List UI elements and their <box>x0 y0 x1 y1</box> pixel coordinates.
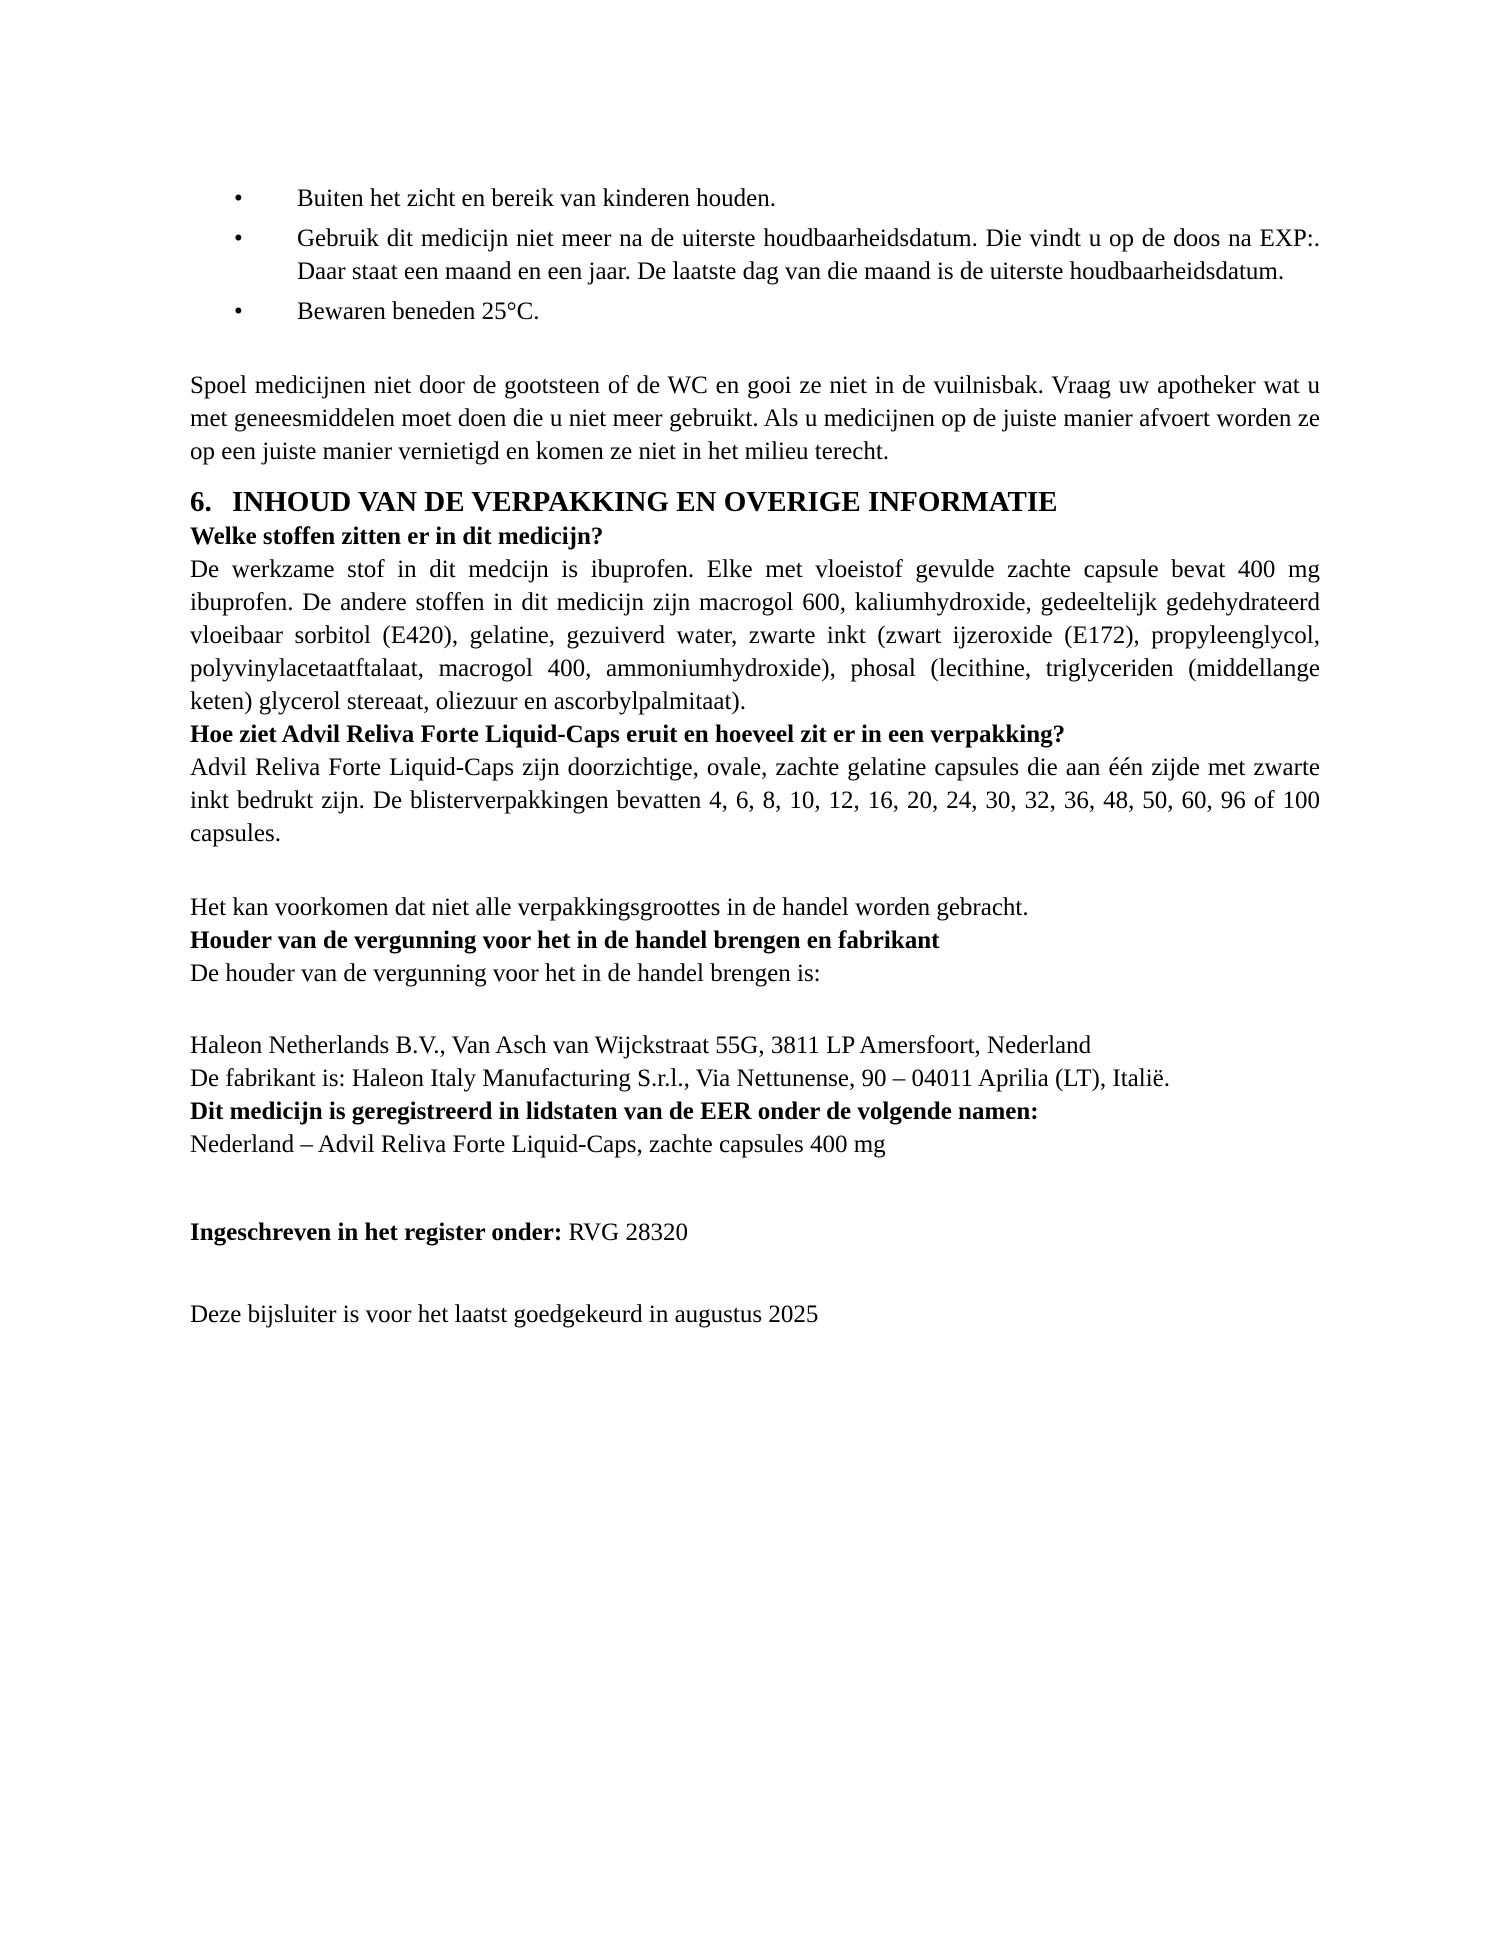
license-holder-address: Haleon Netherlands B.V., Van Asch van Wijckstraat 55G, 3811 LP Amersfoort, Nederland <box>190 1032 1092 1059</box>
composition-heading: Welke stoffen zitten er in dit medicijn? <box>190 523 604 550</box>
availability-note: Het kan voorkomen dat niet alle verpakkingsgroottes in de handel worden gebracht. <box>190 894 1029 921</box>
section-6-number: 6. <box>190 486 212 518</box>
section-6-heading <box>190 484 1320 520</box>
appearance-body: Advil Reliva Forte Liquid-Caps zijn doorzichtige, ovale, zachte gelatine capsules die aan één zijde met zwarte inkt bedrukt zijn. De blisterverpakkingen bevatten 4, 6, 8, 10, 12, 16, 20, 24, 30, 32, 36, 48, 50, 60, 96 of 100 capsules. <box>190 754 1320 847</box>
manufacturer-address: De fabrikant is: Haleon Italy Manufacturing S.r.l., Via Nettunense, 90 – 04011 Aprilia (LT), Italië. <box>190 1065 1170 1092</box>
register-number-value: RVG 28320 <box>562 1219 688 1246</box>
storage-bullet-expiry-date: • Gebruik dit medicijn niet meer na de uiterste houdbaarheidsdatum. Die vindt u op de doos na EXP:. Daar staat een maand en een jaar. De laatste dag van die maand is de uiterste houdbaarheidsdatum. <box>190 222 1320 288</box>
appearance-heading: Hoe ziet Advil Reliva Forte Liquid-Caps eruit en hoeveel zit er in een verpakking? <box>190 721 1066 748</box>
approval-date-line: Deze bijsluiter is voor het laatst goedgekeurd in augustus 2025 <box>190 1301 819 1328</box>
eer-registration-entry: Nederland – Advil Reliva Forte Liquid-Caps, zachte capsules 400 mg <box>190 1131 886 1158</box>
section-6-title: INHOUD VAN DE VERPAKKING EN OVERIGE INFORMATIE <box>232 486 1058 518</box>
register-number-label: Ingeschreven in het register onder: <box>190 1219 563 1246</box>
license-holder-intro: De houder van de vergunning voor het in de handel brengen is: <box>190 960 821 987</box>
register-number-line <box>190 1216 1320 1249</box>
storage-bullet-temperature: • Bewaren beneden 25°C. <box>190 295 1320 328</box>
composition-body: De werkzame stof in dit medcijn is ibuprofen. Elke met vloeistof gevulde zachte capsule bevat 400 mg ibuprofen. De andere stoffen in dit medicijn zijn macrogol 600, kaliumhydroxide, gedeeltelijk gedehydrateerd vloeibaar sorbitol (E420), gelatine, gezuiverd water, zwarte inkt (zwart ijzeroxide (E172), propyleenglycol, polyvinylacetaatftalaat, macrogol 400, ammoniumhydroxide), phosal (lecithine, triglyceriden (middellange keten) glycerol stereaat, oliezuur en ascorbylpalmitaat). <box>190 556 1320 715</box>
storage-instructions-list <box>190 182 1320 328</box>
disposal-paragraph: Spoel medicijnen niet door de gootsteen of de WC en gooi ze niet in de vuilnisbak. Vraag uw apotheker wat u met geneesmiddelen moet doen die u niet meer gebruikt. Als u medicijnen op de juiste manier afvoert worden ze op een juiste manier vernietigd en komen ze niet in het milieu terecht. <box>190 372 1320 465</box>
storage-bullet-keep-out-of-reach: • Buiten het zicht en bereik van kinderen houden. <box>190 182 1320 215</box>
license-holder-heading: Houder van de vergunning voor het in de handel brengen en fabrikant <box>190 927 940 954</box>
eer-registration-heading: Dit medicijn is geregistreerd in lidstaten van de EER onder de volgende namen: <box>190 1098 1039 1125</box>
